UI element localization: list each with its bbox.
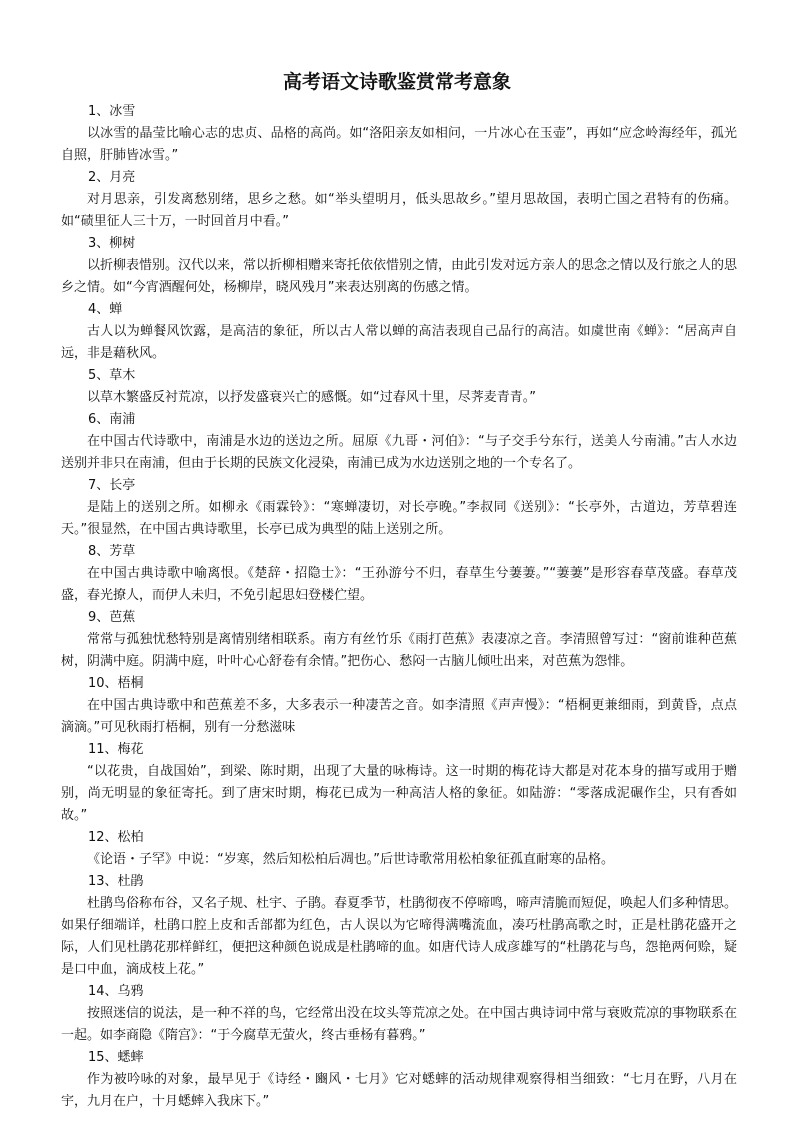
imagery-item-8 — [61, 541, 737, 607]
item-body: 是陆上的送别之所。如柳永《雨霖铃》：“寒蝉凄切，对长亭晚。”李叔同《送别》：“长亭外，古道边，芳草碧连天。”很显然，在中国古典诗歌里，长亭已成为典型的陆上送别之所。 — [61, 500, 737, 537]
item-heading: 14、乌鸦 — [88, 984, 144, 999]
item-body: 以草木繁盛反衬荒凉，以抒发盛衰兴亡的感慨。如“过春风十里，尽荠麦青青。” — [87, 390, 536, 405]
imagery-item-5 — [61, 365, 737, 409]
item-heading: 3、柳树 — [88, 236, 136, 251]
imagery-item-12 — [61, 827, 737, 871]
item-heading: 9、芭蕉 — [88, 610, 136, 625]
item-body: 按照迷信的说法，是一种不祥的鸟，它经常出没在坟头等荒凉之处。在中国古典诗词中常与衰败荒凉的事物联系在一起。如李商隐《隋宫》：“于今腐草无萤火，终古垂杨有暮鸦。” — [61, 1006, 738, 1043]
item-heading: 1、冰雪 — [88, 104, 136, 119]
item-body: 古人以为蝉餐风饮露，是高洁的象征，所以古人常以蝉的高洁表现自己品行的高洁。如虞世南《蝉》：“居高声自远，非是藉秋风。 — [61, 324, 737, 361]
imagery-item-9 — [61, 607, 737, 673]
item-body: “以花贵，自战国始”，到梁、陈时期，出现了大量的咏梅诗。这一时期的梅花诗大都是对花本身的描写或用于赠别，尚无明显的象征寄托。到了唐宋时期，梅花已成为一种高洁人格的象征。如陆游：“零落成泥碾作尘，只有香如故。” — [61, 764, 737, 823]
item-heading: 6、南浦 — [88, 412, 136, 427]
imagery-item-15 — [61, 1047, 737, 1113]
item-heading: 4、蝉 — [88, 302, 123, 317]
item-body: 作为被吟咏的对象，最早见于《诗经・豳风・七月》它对蟋蟀的活动规律观察得相当细致：“七月在野，八月在宇，九月在户，十月蟋蟀入我床下。” — [61, 1072, 737, 1109]
item-heading: 5、草木 — [88, 368, 136, 383]
item-body: 以折柳表惜别。汉代以来，常以折柳相赠来寄托依依惜别之情，由此引发对远方亲人的思念之情以及行旅之人的思乡之情。如“今宵酒醒何处，杨柳岸，晓风残月”来表达别离的伤感之情。 — [61, 258, 738, 295]
item-body: 杜鹃鸟俗称布谷，又名子规、杜宇、子鹃。春夏季节，杜鹃彻夜不停啼鸣，啼声清脆而短促，唤起人们多种情思。如果仔细端详，杜鹃口腔上皮和舌部都为红色，古人误以为它啼得满嘴流血，凑巧杜鹃高歌之时，正是杜鹃花盛开之际，人们见杜鹃花那样鲜红，便把这种颜色说成是杜鹃啼的血。如唐代诗人成彦雄写的“杜鹃花与鸟，怨艳两何赊，疑是口中血，滴成枝上花。” — [61, 896, 738, 977]
item-body: 在中国古典诗歌中喻离恨。《楚辞・招隐士》：“王孙游兮不归，春草生兮萋萋。”“萋萋”是形容春草茂盛。春草茂盛，春光撩人，而伊人未归，不免引起思妇登楼伫望。 — [61, 566, 737, 603]
item-heading: 7、长亭 — [88, 478, 136, 493]
item-heading: 12、松柏 — [88, 830, 144, 845]
item-body: 常常与孤独忧愁特别是离情别绪相联系。南方有丝竹乐《雨打芭蕉》表凄凉之音。李清照曾写过：“窗前谁种芭蕉树，阴满中庭。阴满中庭，叶叶心心舒卷有余情。”把伤心、愁闷一古脑儿倾吐出来，对芭蕉为怨悱。 — [61, 632, 737, 669]
item-heading: 2、月亮 — [88, 170, 136, 185]
item-heading: 15、蟋蟀 — [88, 1050, 144, 1065]
document-title: 高考语文诗歌鉴赏常考意象 — [282, 71, 511, 93]
item-body: 《论语・子罕》中说：“岁寒，然后知松柏后凋也。”后世诗歌常用松柏象征孤直耐寒的品格。 — [87, 852, 614, 867]
item-body: 以冰雪的晶莹比喻心志的忠贞、品格的高尚。如“洛阳亲友如相问，一片冰心在玉壶”，再如“应念岭海经年，孤光自照，肝肺皆冰雪。” — [61, 126, 737, 163]
item-body: 在中国古代诗歌中，南浦是水边的送边之所。屈原《九哥・河伯》：“与子交手兮东行，送美人兮南浦。”古人水边送别并非只在南浦，但由于长期的民族文化浸染，南浦已成为水边送别之地的一个专名了。 — [61, 434, 737, 471]
item-heading: 13、杜鹃 — [88, 874, 144, 889]
item-body: 在中国古典诗歌中和芭蕉差不多，大多表示一种凄苦之音。如李清照《声声慢》：“梧桐更兼细雨，到黄昏，点点滴滴。”可见秋雨打梧桐，别有一分愁滋味 — [61, 698, 737, 735]
item-heading: 11、梅花 — [88, 742, 144, 757]
imagery-item-13 — [61, 871, 737, 981]
item-heading: 8、芳草 — [88, 544, 136, 559]
imagery-item-6 — [61, 409, 737, 475]
imagery-item-1 — [61, 101, 737, 167]
imagery-item-14 — [61, 981, 737, 1047]
document-content — [61, 101, 737, 1113]
imagery-item-11 — [61, 739, 737, 827]
imagery-item-4 — [61, 299, 737, 365]
imagery-item-2 — [61, 167, 737, 233]
item-heading: 10、梧桐 — [88, 676, 144, 691]
imagery-item-10 — [61, 673, 737, 739]
imagery-item-7 — [61, 475, 737, 541]
imagery-item-3 — [61, 233, 737, 299]
item-body: 对月思亲，引发离愁别绪，思乡之愁。如“举头望明月，低头思故乡。”望月思故国，表明亡国之君特有的伤痛。如“碛里征人三十万，一时回首月中看。” — [61, 192, 737, 229]
